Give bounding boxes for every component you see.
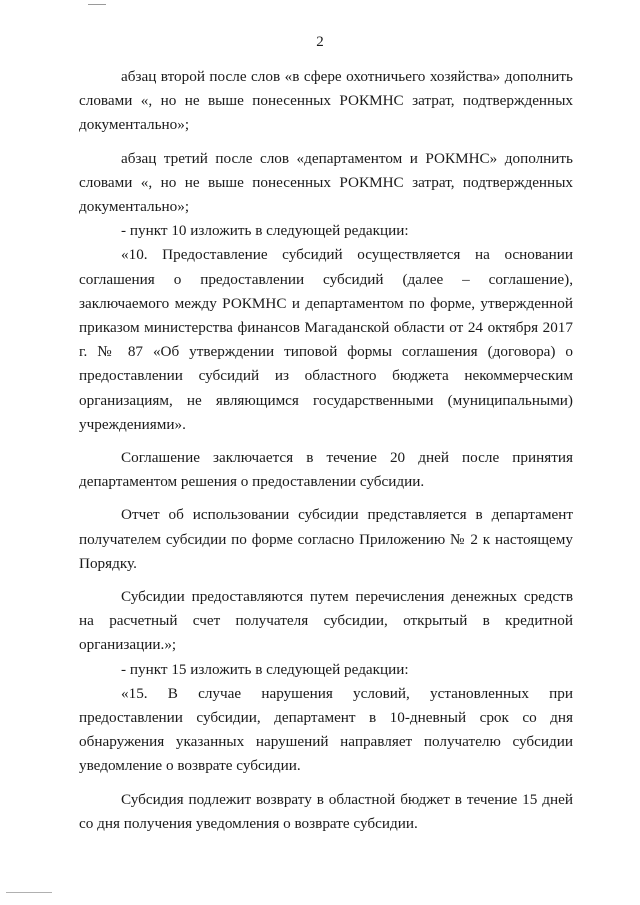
paragraph-item-10-text: «10. Предоставление субсидий осуществляется на основании соглашения о предоставлении субсидий (далее – соглашение), заключаемого между РОКМНС и департаментом по форме, утвержденной приказом министерства финансов Магаданской области от 24 октября 2017 г. № 87 «Об утверждении типовой формы соглашения (договора) о предоставлении субсидий из областного бюджета некоммерческим организациям, не являющимся государственными (муниципальными) учреждениями». <box>79 246 573 433</box>
scan-artifact-top <box>88 4 106 5</box>
paragraph-report: Отчет об использовании субсидии представляется в департамент получателем субсидии по форме согласно Приложению № 2 к настоящему Порядку. <box>79 506 573 572</box>
page-number: 2 <box>316 34 324 50</box>
paragraph-refund: Субсидия подлежит возврату в областной бюджет в течение 15 дней со дня получения уведомления о возврате субсидии. <box>79 790 573 832</box>
scan-artifact-bottom <box>6 892 52 893</box>
document-body <box>79 65 573 836</box>
paragraph-item-10-intro: - пункт 10 изложить в следующей редакции: <box>121 222 409 240</box>
paragraph-amendment-subparagraph-3: абзац третий после слов «департаментом и РОКМНС» дополнить словами «, но не выше понесенных РОКМНС затрат, подтвержденных документально»; <box>79 149 573 216</box>
paragraph-item-15-text: «15. В случае нарушения условий, установленных при предоставлении субсидии, департамент в 10-дневный срок со дня обнаружения указанных нарушений направляет получателю субсидии уведомление о возврате субсидии. <box>79 684 573 775</box>
paragraph-amendment-subparagraph-2: абзац второй после слов «в сфере охотничьего хозяйства» дополнить словами «, но не выше понесенных РОКМНС затрат, подтвержденных документально»; <box>79 68 573 134</box>
paragraph-item-15-intro: - пункт 15 изложить в следующей редакции: <box>121 660 409 678</box>
paragraph-payment: Субсидии предоставляются путем перечисления денежных средств на расчетный счет получателя субсидии, открытый в кредитной организации.»; <box>79 588 573 654</box>
paragraph-agreement-term: Соглашение заключается в течение 20 дней после принятия департаментом решения о предоставлении субсидии. <box>79 449 573 491</box>
